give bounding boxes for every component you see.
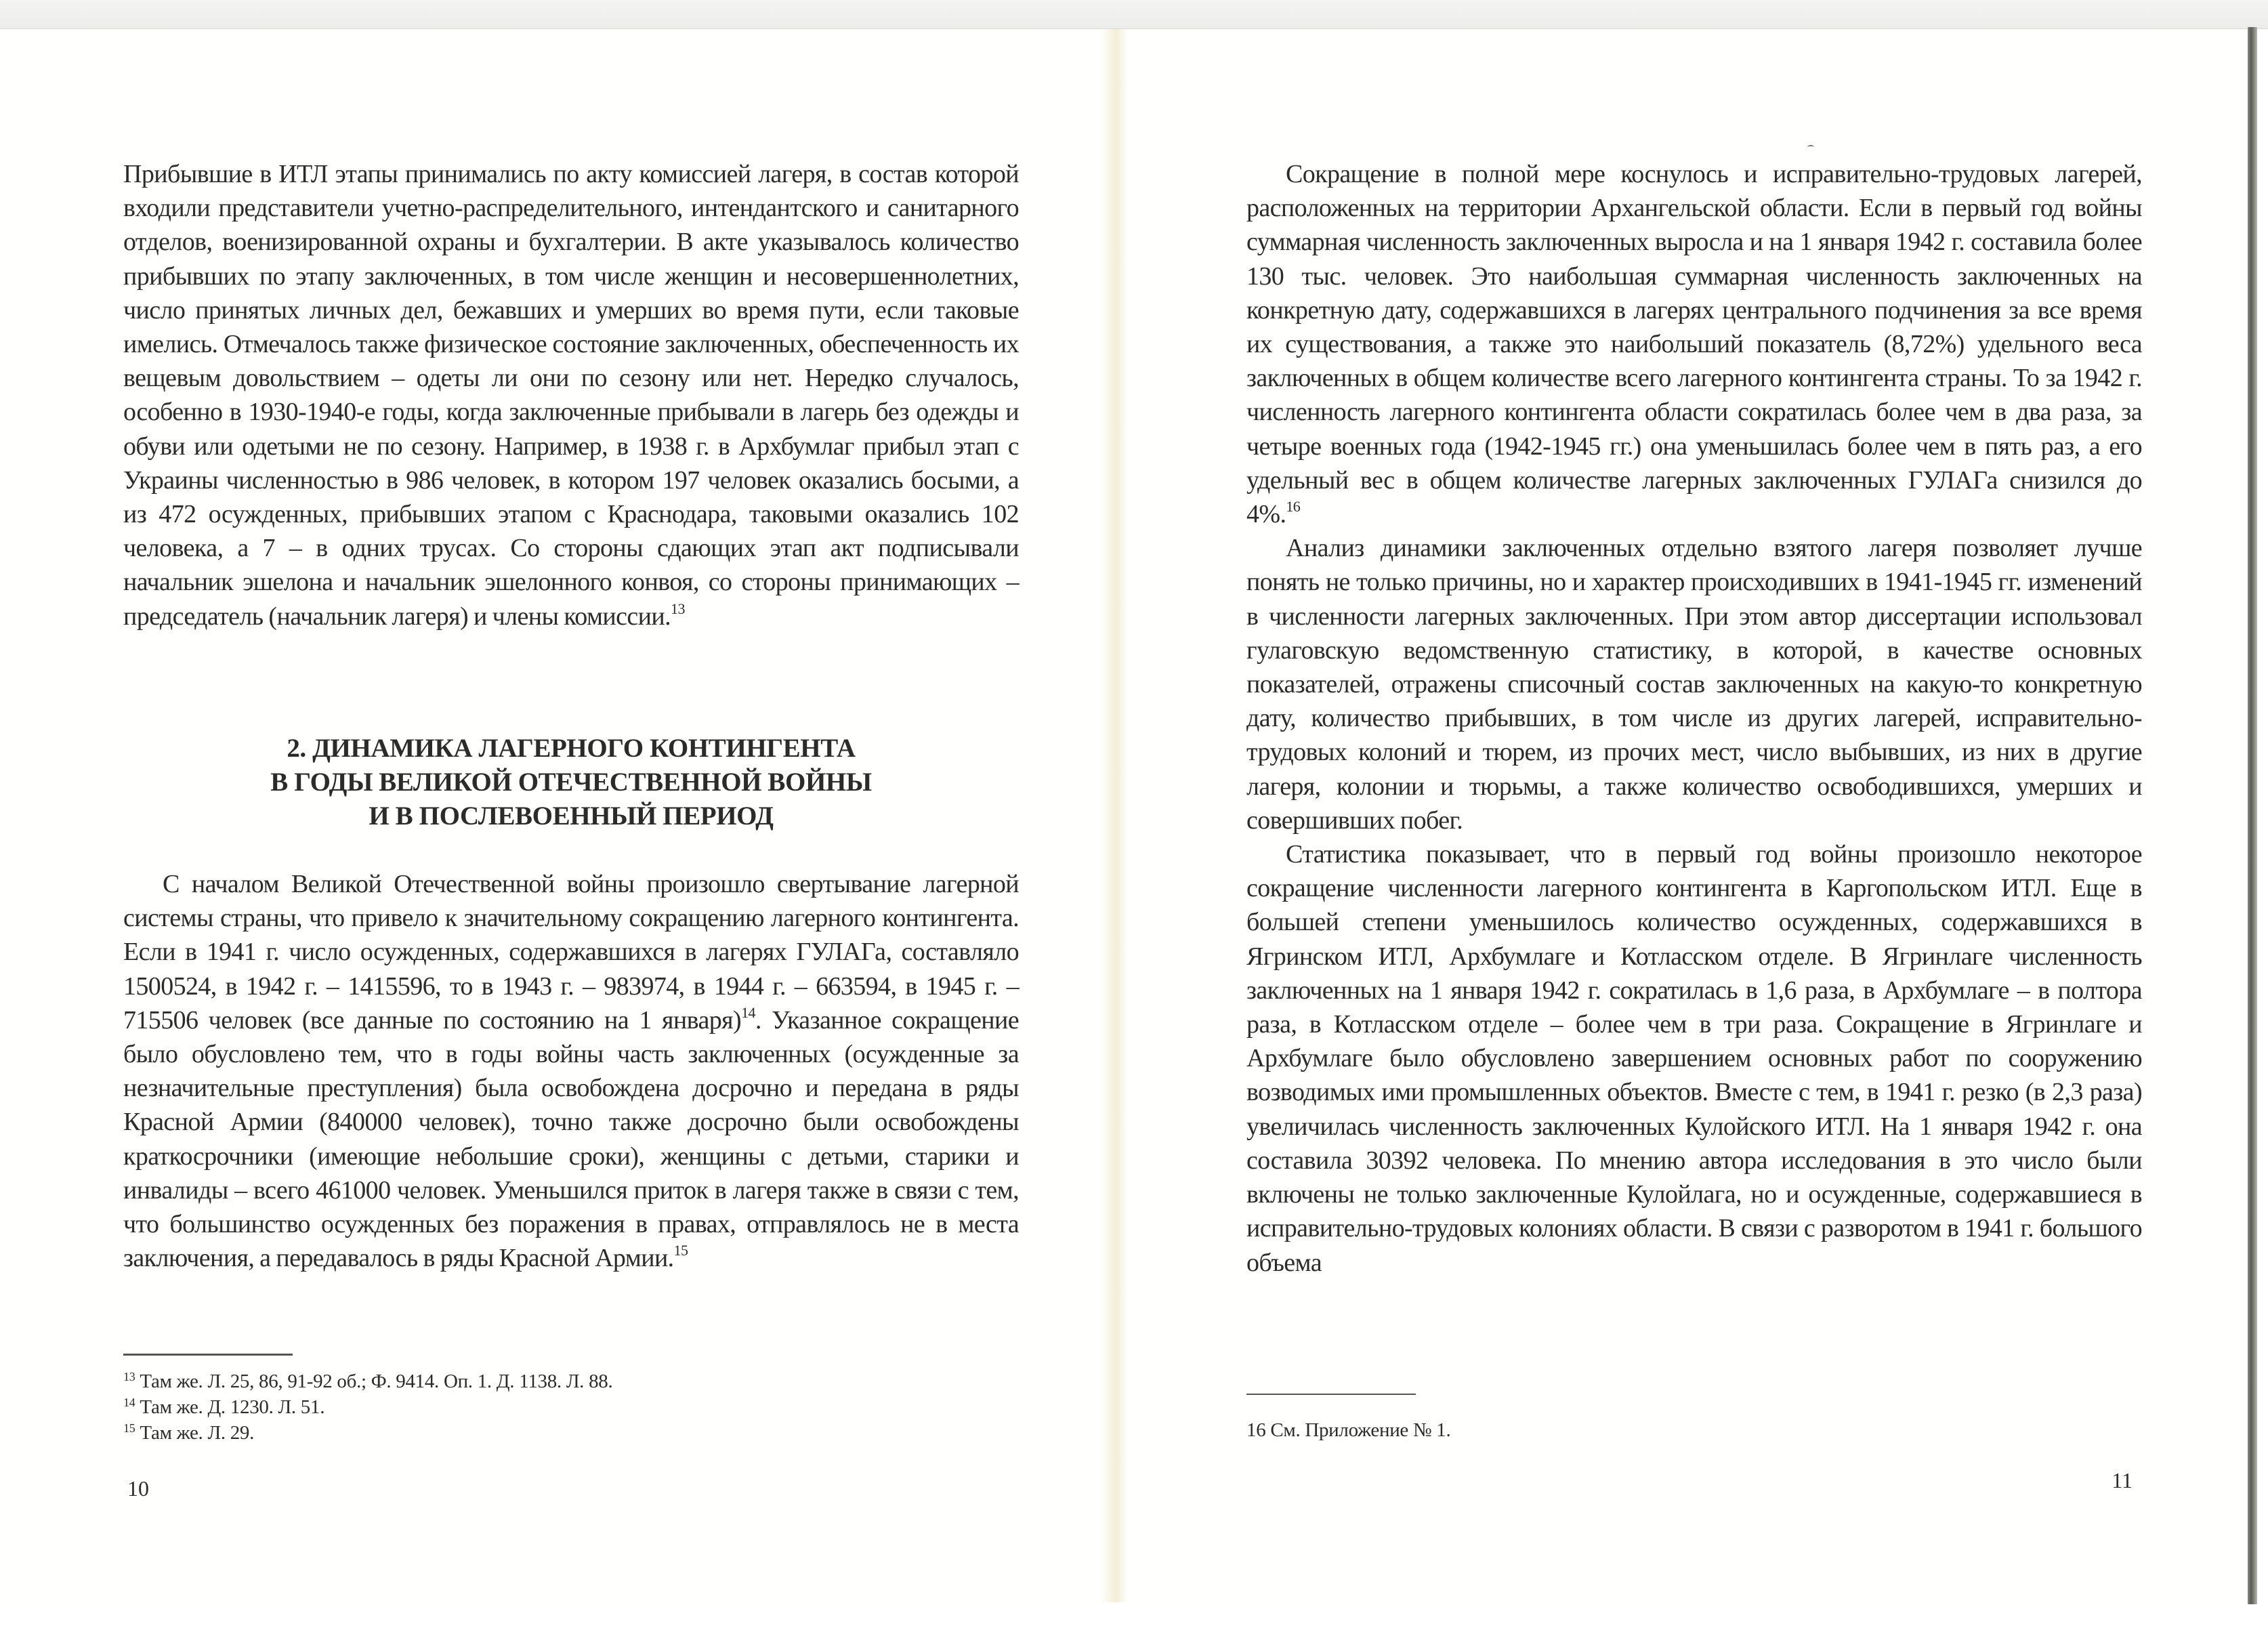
section-heading [123, 732, 1019, 833]
left-paragraph-1 [123, 157, 1019, 633]
paragraph-text: Прибывшие в ИТЛ этапы принимались по акту комиссией лагеря, в состав которой входили представители учетно-распределительного, интендантского и санитарного отделов, военизированной охраны и бухгалтерии. В акте указывалось количество прибывших по этапу заключенных, в том числе женщин и несовершеннолетних, число принятых личных дел, бежавших и умерших во время пути, если таковые имелись. Отмечалось также физическое состояние заключенных, обеспеченность их вещевым довольствием – одеты ли они по сезону или нет. Нередко случалось, особенно в 1930-1940-е годы, когда заключенные прибывали в лагерь без одежды и обуви или одетыми не по сезону. Например, в 1938 г. в Архбумлаг прибыл этап с Украины численностью в 986 человек, в котором 197 человек оказались босыми, а из 472 осужденных, прибывших этапом с Краснодара, таковыми оказались 102 человека, а 7 – в одних трусах. Со стороны сдающих этап акт подписывали начальник эшелона и начальник эшелонного конвоя, со стороны принимающих – председатель (начальник лагеря) и члены комиссии. [123, 160, 1019, 631]
footnote-ref[interactable]: 15 [673, 1242, 688, 1259]
right-paragraph-2 [1246, 531, 2142, 837]
page-number: 10 [127, 1476, 149, 1501]
paragraph-text: . Указанное сокращение было обусловлено тем, что в годы войны часть заключенных (осужденные за незначительные преступления) была освобождена досрочно и передана в ряды Красной Армии (840000 человек), точно также досрочно были освобождены краткосрочники (имеющие небольшие сроки), женщины с детьми, старики и инвалиды – всего 461000 человек. Уменьшился приток в лагеря также в связи с тем, что большинство осужденных без поражения в правах, отправлялось не в места заключения, а передавалось в ряды Красной Армии. [123, 1005, 1019, 1273]
right-footnotes [1246, 1417, 2142, 1443]
right-paragraph-3 [1246, 837, 2142, 1280]
footnote-rule [1246, 1394, 1416, 1395]
section-heading-line-2: В ГОДЫ ВЕЛИКОЙ ОТЕЧЕСТВЕННОЙ ВОЙНЫ [270, 768, 872, 797]
footnote-text: Там же. Д. 1230. Л. 51. [135, 1396, 325, 1418]
left-paragraph-2 [123, 867, 1019, 1275]
section-heading-line-1: 2. ДИНАМИКА ЛАГЕРНОГО КОНТИНГЕНТА [287, 734, 856, 763]
footnote-text: Там же. Л. 29. [135, 1422, 255, 1444]
footnote [123, 1368, 1019, 1394]
footnote [123, 1394, 1019, 1420]
page-number: 11 [2112, 1468, 2133, 1492]
paragraph-text: Статистика показывает, что в первый год войны произошло некоторое сокращение численности лагерного контингента в Каргопольском ИТЛ. Еще в большей степени уменьшилось количество осужденных, содержавшихся в Ягринском ИТЛ, Архбумлаге и Котласском отделе. В Ягринлаге численность заключенных на 1 января 1942 г. сократилась в 1,6 раза, в Архбумлаге – в полтора раза, в Котласском отделе – более чем в три раза. Сокращение в Ягринлаге и Архбумлаге было обусловлено завершением основных работ по сооружению возводимых ими промышленных объектов. Вместе с тем, в 1941 г. резко (в 2,3 раза) увеличилась численность заключенных Кулойского ИТЛ. На 1 января 1942 г. она составила 30392 человека. По мнению автора исследования в это число были включены не только заключенные Кулойлага, но и осужденные, содержавшиеся в исправительно-трудовых колониях области. В связи с разворотом в 1941 г. большого объема [1246, 840, 2142, 1277]
footnote-ref[interactable]: 14 [741, 1003, 755, 1021]
right-paragraphs [1246, 157, 2142, 1280]
paragraph-text: Анализ динамики заключенных отдельно взятого лагеря позволяет лучше понять не только причины, но и характер происходивших в 1941-1945 гг. изменений в численности лагерных заключенных. При этом автор диссертации использовал гулаговскую ведомственную статистику, в которой, в качестве основных показателей, отражены списочный состав заключенных на какую-то конкретную дату, количество прибывших, в том числе из других лагерей, исправительно-трудовых колоний и тюрем, из прочих мест, число выбывших, из них в другие лагеря, колонии и тюрьмы, а также количество освободившихся, умерших и совершивших побег. [1246, 534, 2142, 835]
footnote-text: Там же. Л. 25, 86, 91-92 об.; Ф. 9414. Оп. 1. Д. 1138. Л. 88. [135, 1371, 613, 1392]
footnote: 16 См. Приложение № 1. [1246, 1419, 1451, 1441]
paragraph-text: С началом Великой Отечественной войны произошло свертывание лагерной системы страны, что привело к значительному сокращению лагерного контингента. Если в 1941 г. число осужденных, содержавшихся в лагерях ГУЛАГа, составляло 1500524, в 1942 г. – 1415596, то в 1943 г. – 983974, в 1944 г. – 663594, в 1945 г. – 715506 человек (все данные по состоянию на 1 января) [123, 870, 1019, 1035]
right-page [1246, 0, 2142, 1630]
section-heading-line-3: И В ПОСЛЕВОЕННЫЙ ПЕРИОД [369, 801, 774, 831]
scan-artifact [1807, 145, 1814, 149]
paragraph-text: Сокращение в полной мере коснулось и исправительно-трудовых лагерей, расположенных на территории Архангельской области. Если в первый год войны суммарная численность заключенных выросла и на 1 января 1942 г. составила более 130 тыс. человек. Это наибольшая суммарная численность заключенных на конкретную дату, содержавшихся в лагерях центрального подчинения за все время их существования, а также это наибольший показатель (8,72%) удельного веса заключенных в общем количестве всего лагерного контингента страны. То за 1942 г. численность лагерного контингента области сократилась более чем в два раза, за четыре военных года (1942-1945 гг.) она уменьшилась более чем в пять раз, а его удельный вес в общем количестве лагерных заключенных ГУЛАГа снизился до 4%. [1246, 160, 2142, 529]
right-paragraph-1 [1246, 157, 2142, 531]
book-gutter [1101, 29, 1128, 1602]
left-page [123, 0, 1019, 1630]
footnote-number: 13 [123, 1370, 135, 1383]
left-footnotes [123, 1368, 1019, 1446]
footnote-rule [123, 1354, 293, 1356]
footnote-number: 14 [123, 1396, 135, 1409]
footnote [123, 1420, 1019, 1446]
footnote-ref[interactable]: 13 [671, 600, 685, 617]
footnote-ref[interactable]: 16 [1286, 498, 1301, 516]
footnote-number: 15 [123, 1421, 135, 1435]
scanner-edge [2248, 27, 2257, 1604]
